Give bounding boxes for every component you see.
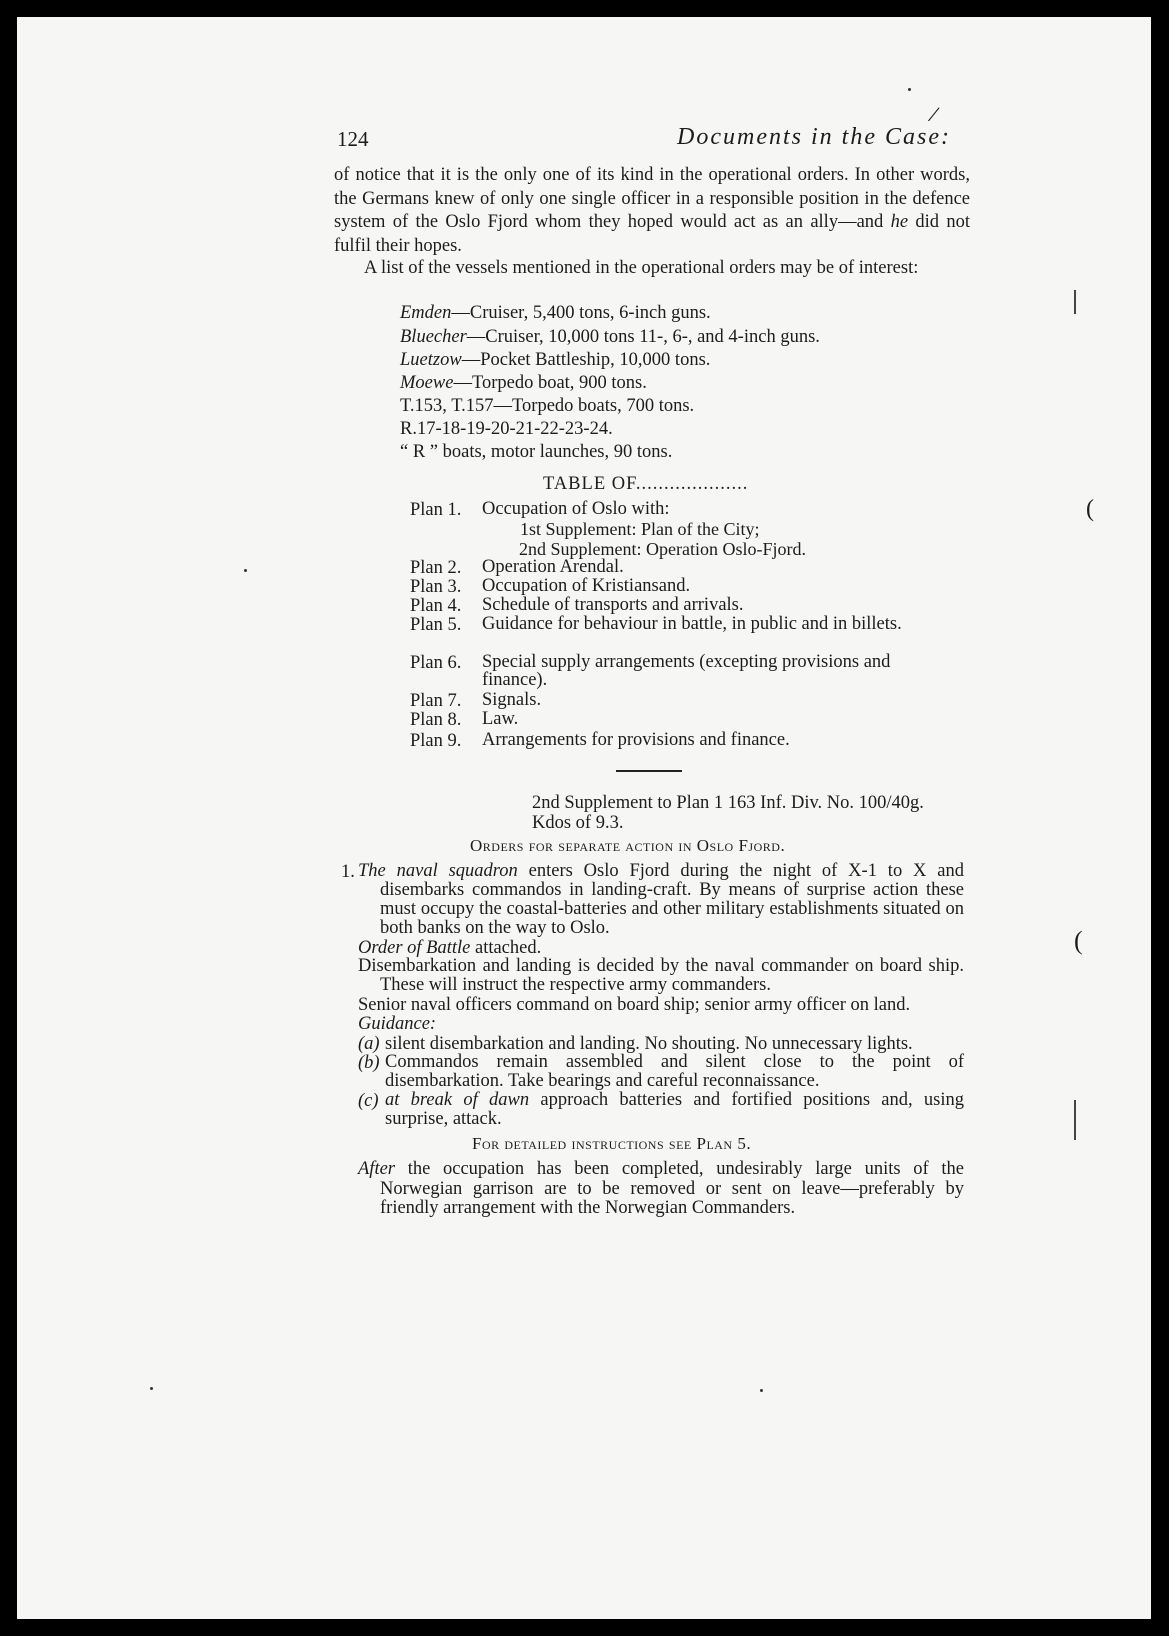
plan-item: Operation Arendal.: [482, 557, 624, 577]
plan-label: Plan 5.: [410, 615, 462, 635]
plan-item: Signals.: [482, 690, 542, 710]
vessel-item: Luetzow—Pocket Battleship, 10,000 tons.: [400, 350, 711, 370]
table-of-title: TABLE OF....................: [543, 474, 749, 494]
guidance-label: Guidance:: [358, 1014, 437, 1034]
plan-item: Arrangements for provisions and finance.: [482, 730, 790, 750]
plan-label: Plan 4.: [410, 596, 462, 616]
supplement-line: Kdos of 9.3.: [532, 813, 624, 833]
guidance-item: at break of dawn approach batteries and fortified positions and, using surprise, attack.: [385, 1090, 964, 1129]
guidance-label-c: (c): [358, 1091, 379, 1111]
scan-mark: (: [1074, 926, 1083, 955]
order-paragraph: Senior naval officers command on board ship; senior army officer on land.: [358, 995, 911, 1015]
see-plan-heading: For detailed instructions see Plan 5.: [472, 1134, 752, 1153]
plan-label: Plan 9.: [410, 731, 462, 751]
plan-label: Plan 6.: [410, 653, 462, 673]
vessel-item: T.153, T.157—Torpedo boats, 700 tons.: [400, 396, 695, 416]
order-paragraph: After the occupation has been completed, undesirably large units of the Norwegian garrison are to be removed or sent on leave—preferably by friendly arrangement with the Norwegian Commanders.: [358, 1159, 964, 1218]
order-number: 1.: [341, 862, 355, 882]
plan-label: Plan 8.: [410, 710, 462, 730]
plan-label: Plan 3.: [410, 577, 462, 597]
guidance-item: Commandos remain assembled and silent close to the point of disembarkation. Take bearings and careful reconnaissance.: [385, 1052, 964, 1091]
scan-speck: [908, 88, 911, 91]
plan-item: Occupation of Kristiansand.: [482, 576, 691, 596]
plan-item: Schedule of transports and arrivals.: [482, 595, 744, 615]
plan-item: 2nd Supplement: Operation Oslo-Fjord.: [519, 539, 806, 559]
section-divider: [616, 770, 682, 772]
plan-item: 1st Supplement: Plan of the City;: [520, 519, 760, 539]
body-paragraph: of notice that it is the only one of its kind in the operational orders. In other words, the Germans knew of only one single officer in a responsible position in the defence system of the Oslo Fjord whom they hoped would act as an ally—and he did not fulfil their hopes.: [334, 165, 971, 256]
scan-mark: [1074, 1100, 1076, 1140]
order-of-battle: Order of Battle attached.: [358, 938, 542, 958]
scan-speck: [244, 569, 247, 572]
guidance-label-b: (b): [358, 1053, 380, 1073]
vessel-item: Emden—Cruiser, 5,400 tons, 6-inch guns.: [400, 303, 711, 323]
plan-item: Law.: [482, 709, 519, 729]
orders-heading: Orders for separate action in Oslo Fjord.: [470, 836, 786, 855]
vessel-item: “ R ” boats, motor launches, 90 tons.: [400, 442, 673, 462]
order-paragraph: Disembarkation and landing is decided by the naval commander on board ship. These will instruct the respective army commanders.: [358, 956, 964, 995]
plan-label: Plan 7.: [410, 691, 462, 711]
plan-item: Special supply arrangements (excepting provisions and finance).: [482, 652, 891, 690]
order-item-text: The naval squadron enters Oslo Fjord during the night of X-1 to X and disembarks commandos in landing-craft. By means of surprise action these must occupy the coastal-batteries and other military establishments situated on both banks on the way to Oslo.: [358, 861, 964, 938]
supplement-line: 2nd Supplement to Plan 1 163 Inf. Div. No. 100/40g.: [532, 793, 924, 813]
plan-item: Occupation of Oslo with:: [482, 499, 670, 519]
plan-label: Plan 2.: [410, 558, 462, 578]
scan-speck: [150, 1387, 153, 1390]
vessel-item: R.17-18-19-20-21-22-23-24.: [400, 419, 613, 439]
guidance-label-a: (a): [358, 1034, 380, 1054]
scan-mark: [1074, 290, 1076, 314]
plan-item: Guidance for behaviour in battle, in public and in billets.: [482, 614, 902, 634]
guidance-item: silent disembarkation and landing. No shouting. No unnecessary lights.: [385, 1034, 913, 1054]
plan-label: Plan 1.: [410, 500, 462, 520]
body-paragraph: A list of the vessels mentioned in the operational orders may be of interest:: [364, 258, 919, 278]
vessel-item: Bluecher—Cruiser, 10,000 tons 11-, 6-, and 4-inch guns.: [400, 327, 820, 347]
page-number: 124: [337, 127, 369, 151]
scan-mark: /: [925, 101, 942, 129]
running-title: Documents in the Case:: [677, 124, 951, 150]
vessel-item: Moewe—Torpedo boat, 900 tons.: [400, 373, 647, 393]
scan-mark: (: [1086, 496, 1094, 522]
scan-speck: [760, 1389, 763, 1392]
